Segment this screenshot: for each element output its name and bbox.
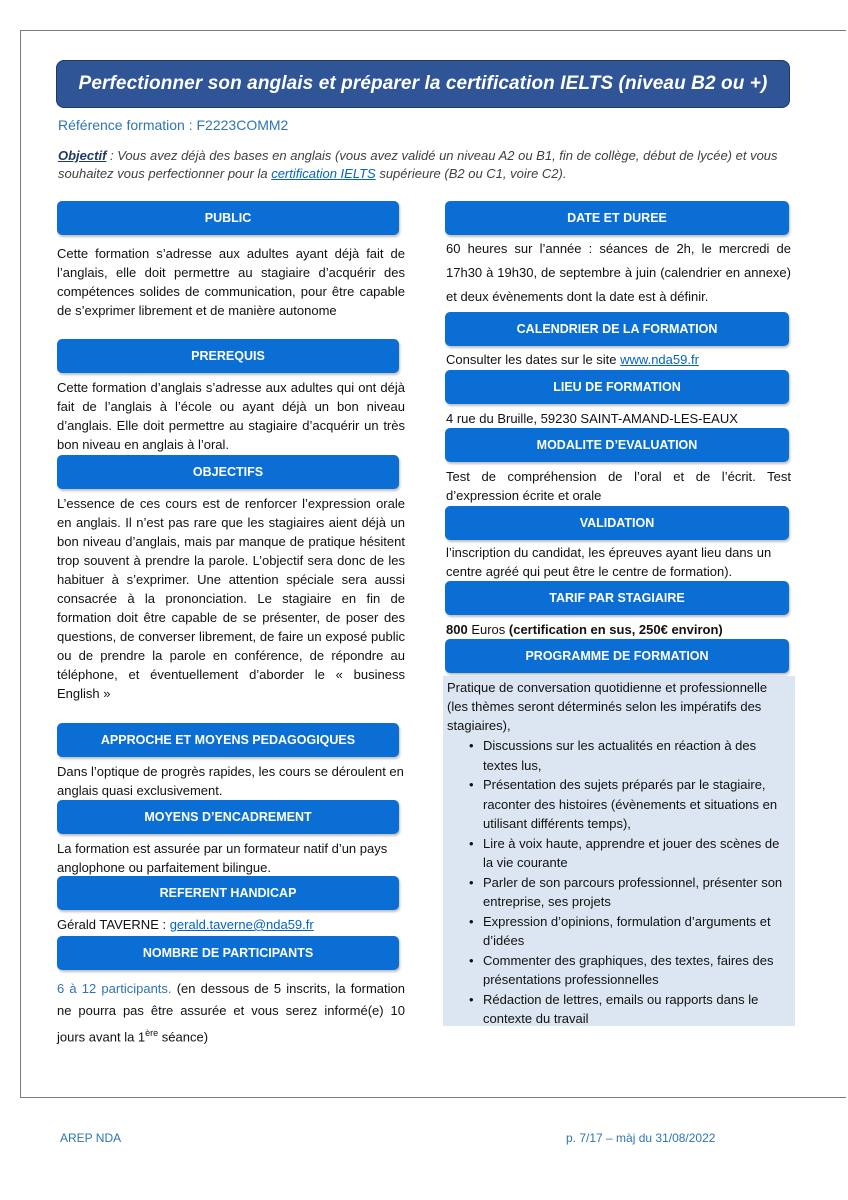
public-text: Cette formation s’adresse aux adultes ayant déjà fait de l’anglais, elle doit permettre au stagiaire d’acquérir des compétences solides de communication, pour être capable de s’exprimer librement et de manière autonome <box>57 246 405 318</box>
referent-email-link[interactable]: gerald.taverne@nda59.fr <box>169 917 314 932</box>
participants-note: (en dessous de 5 inscrits, la formation ne pourra pas être assurée et vous serez informé(e) 10 jours avant la 1 <box>57 981 405 1045</box>
evaluation-text: Test de compréhension de l’oral et de l’écrit. Test d’expression écrite et orale <box>446 469 791 503</box>
objectif-text-before: : Vous avez déjà des bases en anglais (vous avez validé un niveau A2 ou B1, fin de collège, début de lycée) et vous souhaitez vous perfectionner pour la <box>58 148 778 181</box>
public-header: PUBLIC <box>57 201 399 235</box>
participants-sup: ère <box>145 1028 159 1038</box>
nda59-site-link[interactable]: www.nda59.fr <box>620 352 699 367</box>
referent-name: Gérald TAVERNE : <box>57 917 170 932</box>
evaluation-header: MODALITE D’EVALUATION <box>445 428 789 462</box>
approche-header: APPROCHE ET MOYENS PEDAGOGIQUES <box>57 723 399 757</box>
calendrier-header: CALENDRIER DE LA FORMATION <box>445 312 789 346</box>
footer-page-info: p. 7/17 – màj du 31/08/2022 <box>566 1131 716 1145</box>
programme-list <box>466 736 792 1029</box>
objectifs-header: OBJECTIFS <box>57 455 399 489</box>
tarif-header: TARIF PAR STAGIAIRE <box>445 581 789 615</box>
programme-item <box>466 873 792 912</box>
prerequis-text: Cette formation d’anglais s’adresse aux adultes qui ont déjà fait de l’anglais à l’école ou ayant déjà un bon niveau d’anglais. Elle doit permettre au stagiaire d’acquérir un très bon niveau en anglais à l’oral. <box>57 380 405 452</box>
prerequis-header: PREREQUIS <box>57 339 399 373</box>
programme-item <box>466 990 792 1029</box>
objectifs-text: L’essence de ces cours est de renforcer l’expression orale en anglais. Il n’est pas rare que les stagiaires aient déjà un bon niveau d’anglais, mais par manque de pratique hésitent trop souvent à prendre la parole. L’objectif sera donc de les habituer à s’exprimer. Une attention spéciale sera aussi consacrée à la prononciation. Le stagiaire en fin de formation doit être capable de se présenter, de poser des questions, de converser librement, de faire un exposé public ou de prendre la parole en conférence, de répondre au téléphone, et éventuellement d’aborder le « business English » <box>57 496 405 701</box>
approche-text: Dans l’optique de progrès rapides, les cours se déroulent en anglais quasi exclusivement. <box>57 764 404 798</box>
programme-item <box>466 912 792 951</box>
referent-header: REFERENT HANDICAP <box>57 876 399 910</box>
reference-formation: Référence formation : F2223COMM2 <box>58 117 289 133</box>
certification-ielts-link[interactable]: certification IELTS <box>271 166 376 181</box>
footer-organization: AREP NDA <box>60 1131 122 1145</box>
bullet-icon: • <box>469 991 474 1007</box>
page-title: Perfectionner son anglais et préparer la certification IELTS (niveau B2 ou +) <box>56 60 790 108</box>
objectif-label: Objectif <box>58 148 107 163</box>
date-header: DATE ET DUREE <box>445 201 789 235</box>
participants-count: 6 à 12 participants. <box>57 981 172 996</box>
programme-item-text: Commenter des graphiques, des textes, faires des présentations professionnelles <box>483 952 774 987</box>
bullet-icon: • <box>469 913 474 929</box>
encadrement-text: La formation est assurée par un formateur natif d’un pays anglophone ou parfaitement bilingue. <box>57 841 388 875</box>
encadrement-header: MOYENS D’ENCADREMENT <box>57 800 399 834</box>
programme-item <box>466 775 792 834</box>
tarif-unit: Euros <box>467 622 509 637</box>
bullet-icon: • <box>469 874 474 890</box>
participants-header: NOMBRE DE PARTICIPANTS <box>57 936 399 970</box>
validation-header: VALIDATION <box>445 506 789 540</box>
bullet-icon: • <box>469 738 474 753</box>
tarif-amount: 800 <box>446 622 468 637</box>
programme-item-text: Parler de son parcours professionnel, présenter son entreprise, ses projets <box>483 874 783 909</box>
participants-text <box>57 978 405 1048</box>
programme-item-text: Expression d’opinions, formulation d’arguments et d’idées <box>483 913 771 948</box>
programme-item-text: Lire à voix haute, apprendre et jouer des scènes de la vie courante <box>483 835 780 870</box>
date-text: 60 heures sur l’année : séances de 2h, le mercredi de 17h30 à 19h30, de septembre à juin (calendrier en annexe) et deux évènements dont la date est à définir. <box>446 241 791 304</box>
programme-item <box>466 736 792 775</box>
programme-item-text: Rédaction de lettres, emails ou rapports dans le contexte du travail <box>483 991 759 1026</box>
tarif-note: (certification en sus, 250€ environ) <box>508 622 723 637</box>
participants-end: séance) <box>158 1029 209 1045</box>
programme-item-text: Présentation des sujets préparés par le stagiaire, raconter des histoires (évènements et situations en utilisant différents temps), <box>483 777 778 831</box>
tarif-line <box>446 620 791 639</box>
referent-line <box>57 915 405 934</box>
validation-text: l’inscription du candidat, les épreuves ayant lieu dans un centre agréé qui peut être le centre de formation). <box>446 545 772 579</box>
lieu-text: 4 rue du Bruille, 59230 SAINT-AMAND-LES-EAUX <box>446 411 738 426</box>
bullet-icon: • <box>469 777 474 792</box>
programme-item <box>466 951 792 990</box>
calendrier-line <box>446 350 791 369</box>
calendrier-text: Consulter les dates sur le site <box>446 352 621 367</box>
bullet-icon: • <box>469 952 474 968</box>
programme-item-text: Discussions sur les actualités en réaction à des textes lus, <box>483 738 757 773</box>
bullet-icon: • <box>469 835 474 851</box>
programme-intro: Pratique de conversation quotidienne et professionnelle (les thèmes seront déterminés selon les impératifs des stagiaires), <box>447 680 768 733</box>
programme-header: PROGRAMME DE FORMATION <box>445 639 789 673</box>
objectif-text-after: supérieure (B2 ou C1, voire C2). <box>375 166 567 181</box>
programme-item <box>466 834 792 873</box>
lieu-header: LIEU DE FORMATION <box>445 370 789 404</box>
objectif-paragraph <box>58 147 798 183</box>
